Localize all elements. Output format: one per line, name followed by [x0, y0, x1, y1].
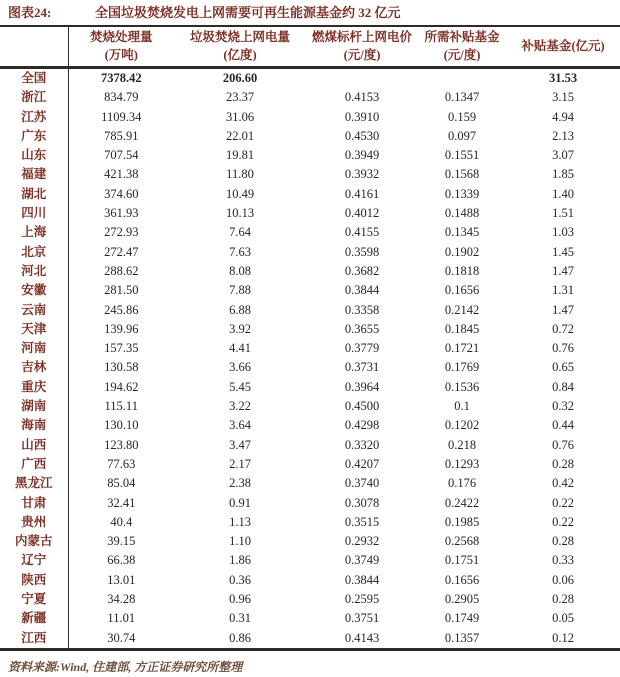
value-cell: 0.2422	[444, 495, 480, 510]
value-cell: 1.13	[229, 514, 251, 529]
header-coal-benchmark-price: 燃煤标杆上网电价 (元/度)	[306, 27, 418, 68]
table-row	[0, 474, 620, 493]
table-row	[0, 494, 620, 513]
value-cell: 0.44	[552, 418, 574, 433]
table-row	[0, 88, 620, 107]
value-cell: 0.1551	[444, 148, 480, 163]
region-cell: 湖北	[0, 185, 68, 204]
value-cell: 0.097	[447, 128, 477, 143]
value-cell: 1.31	[552, 283, 574, 298]
value-cell: 157.35	[104, 341, 139, 356]
region-cell: 广西	[0, 455, 68, 474]
value-cell: 0.2932	[344, 534, 380, 549]
value-cell: 834.79	[104, 90, 139, 105]
value-cell: 0.28	[552, 456, 574, 471]
table-row	[0, 571, 620, 590]
value-cell: 0.76	[552, 341, 574, 356]
value-cell: 31.53	[548, 71, 578, 85]
value-cell: 1.03	[552, 225, 574, 240]
value-cell: 0.84	[552, 379, 574, 394]
region-cell: 重庆	[0, 378, 68, 397]
value-cell: 19.81	[225, 148, 255, 163]
value-cell: 31.06	[225, 109, 255, 124]
table-row	[0, 185, 620, 204]
value-cell: 0.32	[552, 399, 574, 414]
value-cell: 6.88	[229, 302, 251, 317]
value-cell: 0.12	[506, 629, 620, 650]
value-cell: 2.38	[229, 476, 251, 491]
value-cell: 0.1202	[444, 418, 480, 433]
region-cell: 天津	[0, 320, 68, 339]
value-cell: 30.74	[68, 629, 174, 650]
value-cell: 0.22	[552, 495, 574, 510]
value-cell: 11.80	[226, 167, 254, 182]
table-row	[0, 204, 620, 223]
table-body	[0, 68, 620, 650]
region-cell: 贵州	[0, 513, 68, 532]
region-cell: 山西	[0, 436, 68, 455]
value-cell: 785.91	[104, 128, 139, 143]
value-cell: 0.1845	[444, 321, 480, 336]
data-table	[0, 27, 620, 651]
value-cell: 1.47	[552, 302, 574, 317]
table-row	[0, 416, 620, 435]
value-cell: 0.3731	[344, 360, 380, 375]
value-cell: 0.1749	[444, 611, 480, 626]
value-cell: 1.40	[552, 186, 574, 201]
value-cell: 0.3779	[344, 341, 380, 356]
table-row	[0, 532, 620, 551]
value-cell: 0.3964	[344, 379, 380, 394]
table-row	[0, 108, 620, 127]
table-row	[0, 397, 620, 416]
value-cell: 374.60	[104, 186, 139, 201]
value-cell: 0.28	[552, 534, 574, 549]
table-row	[0, 223, 620, 242]
value-cell: 0.1345	[444, 225, 480, 240]
value-cell: 0.06	[552, 572, 574, 587]
region-cell: 福建	[0, 165, 68, 184]
region-cell: 云南	[0, 301, 68, 320]
region-cell: 吉林	[0, 358, 68, 377]
header-subsidy-fund: 补贴基金(亿元)	[506, 27, 620, 68]
value-cell: 0.05	[552, 611, 574, 626]
value-cell: 281.50	[104, 283, 139, 298]
value-cell: 22.01	[225, 128, 255, 143]
value-cell: 0.28	[552, 592, 574, 607]
region-cell: 四川	[0, 204, 68, 223]
table-row	[0, 513, 620, 532]
table-row	[0, 629, 620, 650]
value-cell: 0.1985	[444, 514, 480, 529]
value-cell: 0.86	[174, 629, 306, 650]
value-cell: 3.15	[552, 90, 574, 105]
table-row	[0, 301, 620, 320]
region-cell: 海南	[0, 416, 68, 435]
header-row	[0, 27, 620, 68]
value-cell: 0.3751	[344, 611, 380, 626]
value-cell: 10.49	[225, 186, 255, 201]
value-cell: 115.11	[104, 399, 138, 414]
value-cell: 0.3949	[344, 148, 380, 163]
value-cell: 4.41	[229, 341, 251, 356]
table-row	[0, 146, 620, 165]
value-cell: 0.2568	[444, 534, 480, 549]
value-cell: 0.22	[552, 514, 574, 529]
table-row	[0, 243, 620, 262]
value-cell: 7.88	[229, 283, 251, 298]
region-cell: 上海	[0, 223, 68, 242]
region-cell: 安徽	[0, 281, 68, 300]
table-row	[0, 339, 620, 358]
value-cell: 0.1902	[444, 244, 480, 259]
value-cell: 0.3844	[344, 572, 380, 587]
value-cell: 32.41	[107, 495, 136, 510]
table-row	[0, 127, 620, 146]
value-cell: 0.1568	[444, 167, 480, 182]
value-cell: 206.60	[222, 71, 258, 85]
value-cell: 40.4	[110, 514, 133, 529]
figure-label: 图表24:	[8, 5, 52, 20]
value-cell: 0.3078	[344, 495, 380, 510]
value-cell: 3.07	[552, 148, 574, 163]
value-cell	[306, 68, 418, 89]
value-cell: 0.31	[229, 611, 251, 626]
value-cell: 0.1293	[444, 456, 480, 471]
region-cell: 黑龙江	[0, 474, 68, 493]
value-cell: 0.3932	[344, 167, 380, 182]
value-cell: 139.96	[104, 321, 139, 336]
value-cell: 1.47	[552, 263, 574, 278]
header-grid-electricity: 垃圾焚烧上网电量 (亿度)	[174, 27, 306, 68]
value-cell: 0.1488	[444, 206, 480, 221]
value-cell: 2.17	[229, 456, 251, 471]
region-cell: 陕西	[0, 571, 68, 590]
value-cell: 0.76	[552, 437, 574, 452]
region-cell: 辽宁	[0, 551, 68, 570]
source-note: 资料来源:Wind, 住建部, 方正证券研究所整理	[8, 659, 243, 674]
region-cell: 新疆	[0, 609, 68, 628]
value-cell: 0.4012	[344, 206, 380, 221]
value-cell: 245.86	[104, 302, 139, 317]
table-row	[0, 378, 620, 397]
region-cell: 湖南	[0, 397, 68, 416]
value-cell: 1.10	[229, 534, 251, 549]
value-cell: 288.62	[104, 263, 139, 278]
value-cell: 1.51	[552, 206, 574, 221]
value-cell: 421.38	[104, 167, 139, 182]
value-cell: 7.63	[229, 244, 251, 259]
value-cell: 0.1347	[444, 90, 480, 105]
value-cell: 361.93	[104, 206, 139, 221]
value-cell: 0.3740	[344, 476, 380, 491]
value-cell: 0.3598	[344, 244, 380, 259]
value-cell: 0.65	[552, 360, 574, 375]
region-cell: 江西	[0, 629, 68, 650]
value-cell: 194.62	[104, 379, 139, 394]
value-cell: 0.91	[229, 495, 251, 510]
table-row	[0, 609, 620, 628]
header-region	[0, 27, 68, 68]
value-cell: 2.13	[552, 128, 574, 143]
value-cell: 3.66	[229, 360, 251, 375]
value-cell: 66.38	[107, 553, 136, 568]
value-cell: 3.22	[229, 399, 251, 414]
value-cell: 0.3749	[344, 553, 380, 568]
value-cell: 4.94	[552, 109, 574, 124]
table-header	[0, 27, 620, 68]
value-cell: 0.3320	[344, 437, 380, 452]
value-cell: 0.3358	[344, 302, 380, 317]
value-cell: 1.85	[552, 167, 574, 182]
table-row	[0, 590, 620, 609]
value-cell: 0.1818	[444, 263, 480, 278]
value-cell: 0.72	[552, 321, 574, 336]
region-cell: 江苏	[0, 108, 68, 127]
value-cell: 0.218	[447, 437, 477, 452]
value-cell: 130.10	[104, 418, 139, 433]
value-cell: 0.1339	[444, 186, 480, 201]
value-cell: 707.54	[104, 148, 139, 163]
region-cell: 全国	[0, 68, 68, 89]
region-cell: 河北	[0, 262, 68, 281]
figure-title: 全国垃圾焚烧发电上网需要可再生能源基金约 32 亿元	[95, 5, 401, 20]
table-row	[0, 165, 620, 184]
value-cell: 0.3515	[344, 514, 380, 529]
value-cell: 1.86	[229, 553, 251, 568]
value-cell: 34.28	[107, 592, 136, 607]
table-row	[0, 68, 620, 89]
value-cell: 0.176	[447, 476, 477, 491]
value-cell: 0.1656	[444, 283, 480, 298]
value-cell: 10.13	[225, 206, 255, 221]
table-row	[0, 455, 620, 474]
value-cell: 0.36	[229, 572, 251, 587]
header-incineration-volume: 焚烧处理量 (万吨)	[68, 27, 174, 68]
value-cell: 23.37	[225, 90, 255, 105]
table-row	[0, 436, 620, 455]
value-cell: 0.4530	[344, 128, 380, 143]
value-cell: 0.1751	[444, 553, 480, 568]
value-cell: 0.4153	[344, 90, 380, 105]
value-cell: 0.1721	[444, 341, 480, 356]
value-cell: 0.1357	[418, 629, 506, 650]
value-cell: 0.159	[447, 109, 477, 124]
value-cell: 5.45	[229, 379, 251, 394]
value-cell: 0.96	[229, 592, 251, 607]
value-cell: 272.93	[104, 225, 139, 240]
value-cell: 3.92	[229, 321, 251, 336]
table-row	[0, 551, 620, 570]
value-cell: 0.4155	[344, 225, 380, 240]
table-row	[0, 320, 620, 339]
value-cell: 85.04	[107, 476, 136, 491]
region-cell: 内蒙古	[0, 532, 68, 551]
value-cell: 0.2142	[444, 302, 480, 317]
value-cell: 0.3910	[344, 109, 380, 124]
value-cell: 7.64	[229, 225, 251, 240]
value-cell: 11.01	[107, 611, 136, 626]
value-cell: 0.1656	[444, 572, 480, 587]
value-cell: 8.08	[229, 263, 251, 278]
value-cell: 0.4207	[344, 456, 380, 471]
value-cell: 0.4298	[344, 418, 380, 433]
value-cell: 0.4500	[344, 399, 380, 414]
region-cell: 宁夏	[0, 590, 68, 609]
header-required-subsidy: 所需补贴基金 (元/度)	[418, 27, 506, 68]
value-cell: 0.1	[454, 399, 470, 414]
value-cell: 0.4143	[306, 629, 418, 650]
value-cell: 123.80	[104, 437, 139, 452]
table-row	[0, 262, 620, 281]
value-cell: 0.1536	[444, 379, 480, 394]
value-cell: 0.4161	[344, 186, 380, 201]
value-cell: 0.33	[552, 553, 574, 568]
value-cell: 3.64	[229, 418, 251, 433]
value-cell: 1.45	[552, 244, 574, 259]
value-cell: 0.3682	[344, 263, 380, 278]
region-cell: 甘肃	[0, 494, 68, 513]
value-cell: 77.63	[107, 456, 136, 471]
value-cell: 13.01	[107, 572, 136, 587]
table-row	[0, 358, 620, 377]
value-cell: 130.58	[104, 360, 139, 375]
value-cell: 1109.34	[101, 109, 142, 124]
region-cell: 北京	[0, 243, 68, 262]
value-cell: 0.2905	[444, 592, 480, 607]
value-cell: 0.1769	[444, 360, 480, 375]
value-cell: 0.3655	[344, 321, 380, 336]
region-cell: 山东	[0, 146, 68, 165]
value-cell: 7378.42	[100, 71, 142, 85]
region-cell: 浙江	[0, 88, 68, 107]
region-cell: 广东	[0, 127, 68, 146]
value-cell	[418, 68, 506, 89]
value-cell: 0.2595	[344, 592, 380, 607]
region-cell: 河南	[0, 339, 68, 358]
value-cell: 39.15	[107, 534, 136, 549]
value-cell: 272.47	[104, 244, 139, 259]
value-cell: 0.42	[552, 476, 574, 491]
value-cell: 0.3844	[344, 283, 380, 298]
figure-title-row	[0, 0, 620, 27]
value-cell: 3.47	[229, 437, 251, 452]
table-row	[0, 281, 620, 300]
